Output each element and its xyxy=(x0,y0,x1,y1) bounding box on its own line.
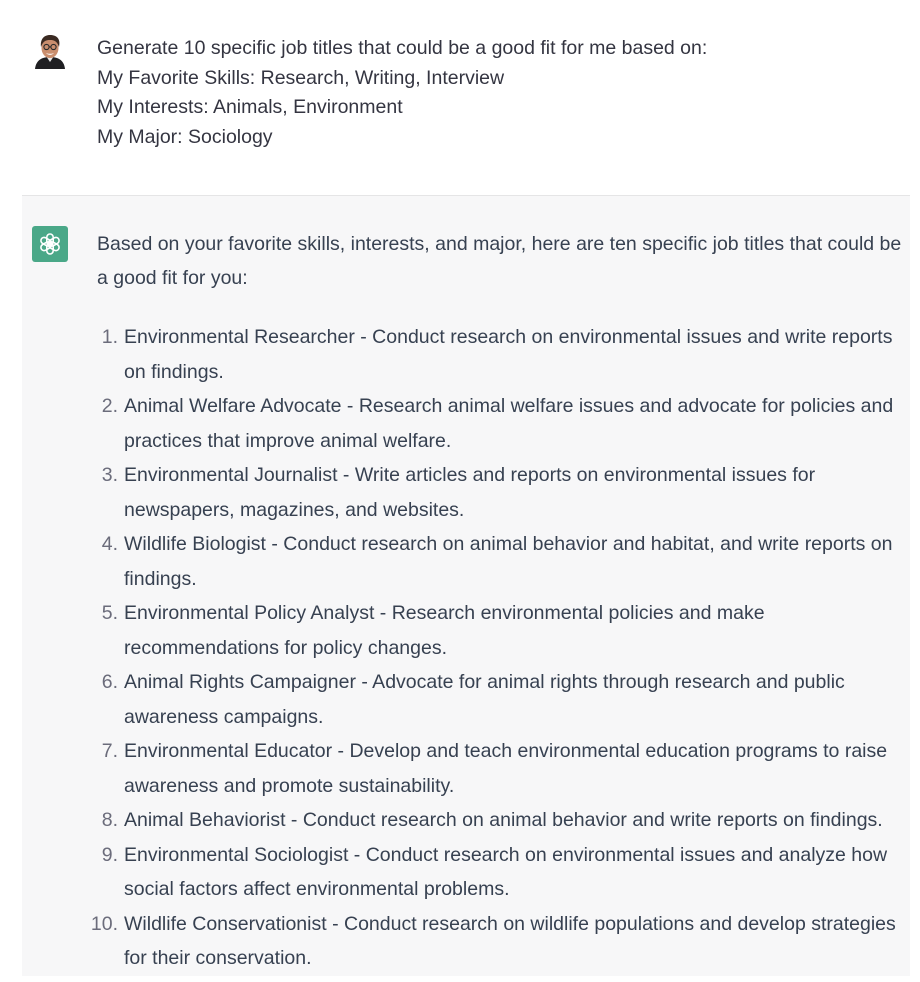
assistant-avatar xyxy=(32,226,68,262)
list-item-text: Environmental Researcher - Conduct research on environmental issues and write reports on findings. xyxy=(124,326,893,383)
list-item-text: Wildlife Conservationist - Conduct research on wildlife populations and develop strategies for their conservation. xyxy=(124,912,896,969)
list-item xyxy=(97,320,905,389)
list-item xyxy=(90,907,905,976)
list-number: 6. xyxy=(101,671,118,693)
list-item xyxy=(97,665,905,734)
user-message xyxy=(0,0,920,195)
list-item xyxy=(97,389,905,458)
list-number: 1. xyxy=(101,326,118,348)
job-titles-list xyxy=(90,320,905,976)
user-message-line: My Interests: Animals, Environment xyxy=(97,96,403,118)
assistant-intro: Based on your favorite skills, interests, and major, here are ten specific job titles that could be a good fit for you: xyxy=(97,233,902,289)
assistant-message-content xyxy=(90,227,905,976)
list-item xyxy=(97,527,905,596)
user-avatar xyxy=(32,33,68,69)
user-message-line: My Major: Sociology xyxy=(97,125,273,148)
user-message-line: My Favorite Skills: Research, Writing, Interview xyxy=(97,66,505,89)
list-number: 8. xyxy=(101,809,118,831)
list-number: 2. xyxy=(101,395,118,417)
list-number: 5. xyxy=(101,602,118,624)
list-number: 3. xyxy=(101,464,118,486)
list-item xyxy=(97,734,905,803)
list-number: 10. xyxy=(90,912,118,935)
list-item-text: Environmental Educator - Develop and teach environmental education programs to raise awareness and promote sustainability. xyxy=(124,740,888,797)
list-item-text: Animal Welfare Advocate - Research animal welfare issues and advocate for policies and practices that improve animal welfare. xyxy=(124,395,894,452)
list-item xyxy=(97,596,905,665)
list-item-text: Wildlife Biologist - Conduct research on animal behavior and habitat, and write reports on findings. xyxy=(124,533,893,590)
list-item-text: Environmental Sociologist - Conduct research on environmental issues and analyze how social factors affect environmental problems. xyxy=(124,843,888,900)
list-item xyxy=(97,803,905,838)
openai-logo-icon xyxy=(37,231,63,257)
list-item xyxy=(97,838,905,907)
list-item xyxy=(97,458,905,527)
list-item-text: Animal Behaviorist - Conduct research on animal behavior and write reports on findings. xyxy=(124,809,883,831)
list-item-text: Environmental Journalist - Write articles and reports on environmental issues for newspapers, magazines, and websites. xyxy=(124,464,816,521)
list-number: 7. xyxy=(101,740,118,762)
user-avatar-photo xyxy=(32,33,68,69)
list-number: 9. xyxy=(101,843,118,866)
user-message-text xyxy=(97,34,897,152)
user-message-line: Generate 10 specific job titles that could be a good fit for me based on: xyxy=(97,37,708,59)
list-number: 4. xyxy=(101,533,118,555)
list-item-text: Animal Rights Campaigner - Advocate for animal rights through research and public awareness campaigns. xyxy=(124,671,845,728)
assistant-message xyxy=(22,195,910,976)
list-item-text: Environmental Policy Analyst - Research environmental policies and make recommendations for policy changes. xyxy=(124,602,765,659)
